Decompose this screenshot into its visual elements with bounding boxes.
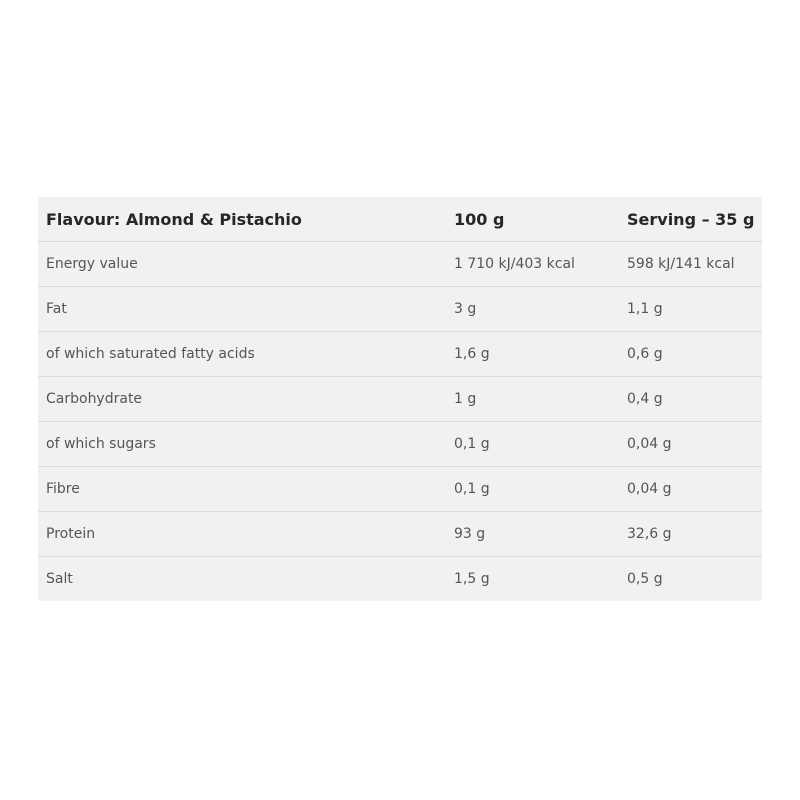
table-row [38, 287, 762, 332]
table-row [38, 242, 762, 287]
per-100g-value: 1 g [446, 377, 619, 422]
per-100g-value: 93 g [446, 512, 619, 557]
nutrient-name: of which sugars [38, 422, 446, 467]
nutrient-name: of which saturated fatty acids [38, 332, 446, 377]
table-header [38, 197, 762, 242]
nutrient-name: Fibre [38, 467, 446, 512]
nutrient-name: Protein [38, 512, 446, 557]
table-row [38, 332, 762, 377]
serving-value: 0,6 g [619, 332, 762, 377]
per-100g-header: 100 g [446, 197, 619, 242]
serving-value: 32,6 g [619, 512, 762, 557]
table-row [38, 557, 762, 602]
per-100g-value: 0,1 g [446, 422, 619, 467]
nutrition-table [38, 197, 762, 601]
table-row [38, 467, 762, 512]
nutrient-name: Energy value [38, 242, 446, 287]
per-100g-value: 3 g [446, 287, 619, 332]
nutrient-name: Carbohydrate [38, 377, 446, 422]
serving-value: 0,4 g [619, 377, 762, 422]
serving-header: Serving – 35 g [619, 197, 762, 242]
table-row [38, 512, 762, 557]
table-row [38, 377, 762, 422]
serving-value: 0,5 g [627, 571, 663, 587]
flavour-header: Flavour: Almond & Pistachio [38, 197, 446, 242]
table-body [38, 242, 762, 602]
serving-value: 0,04 g [619, 422, 762, 467]
serving-value: 1,1 g [619, 287, 762, 332]
header-row [38, 197, 762, 242]
serving-value: 598 kJ/141 kcal [619, 242, 762, 287]
per-100g-value: 1,5 g [454, 571, 490, 587]
table-row [38, 422, 762, 467]
serving-value: 0,04 g [619, 467, 762, 512]
nutrient-name: Salt [46, 571, 73, 587]
per-100g-value: 0,1 g [446, 467, 619, 512]
nutrient-name: Fat [38, 287, 446, 332]
per-100g-value: 1 710 kJ/403 kcal [446, 242, 619, 287]
per-100g-value: 1,6 g [446, 332, 619, 377]
